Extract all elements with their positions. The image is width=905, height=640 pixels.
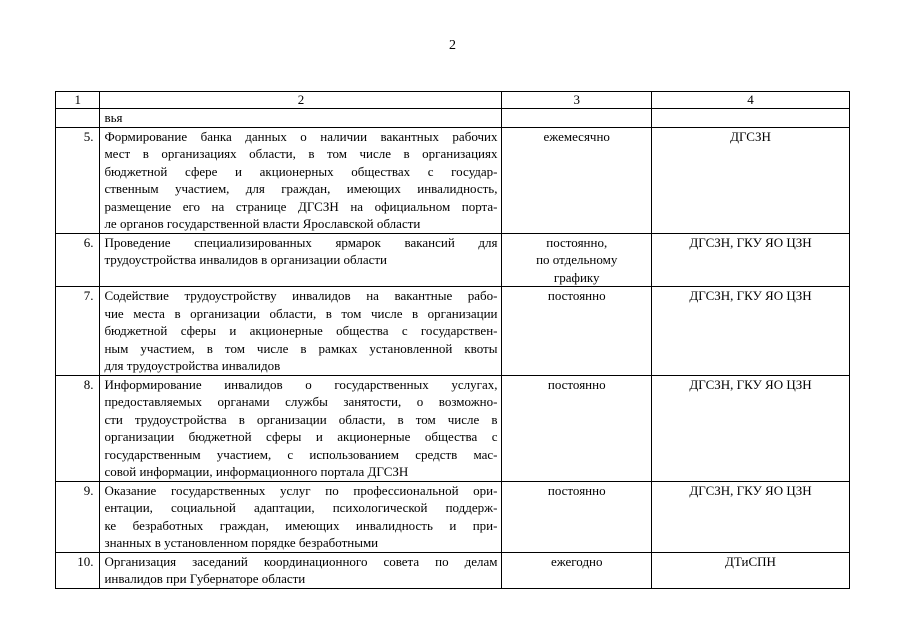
description-line: организации бюджетной сферы и акционерные общества с: [104, 429, 498, 444]
table-row: [56, 552, 850, 588]
description-line: трудоустройства инвалидов в организации области: [104, 252, 388, 267]
description-line: ле органов государственной власти Ярославской области: [104, 216, 421, 231]
measure-description: [100, 552, 502, 588]
period-line: постоянно: [547, 376, 606, 392]
description-line: сти трудоустройства в организации области, в том числе в: [104, 411, 498, 427]
execution-period: [502, 552, 652, 588]
measure-description: [100, 375, 502, 481]
description-line: ным участием, в том числе в рамках установленной квоты: [104, 340, 498, 356]
row-number: 10.: [56, 552, 100, 588]
description-line: Формирование банка данных о наличии вакантных рабочих: [104, 128, 498, 144]
description-line: Информирование инвалидов о государственных услугах,: [104, 376, 498, 392]
period-line: постоянно: [547, 288, 606, 303]
period-line: графику: [553, 269, 600, 285]
measure-description: [100, 481, 502, 552]
period-line: ежегодно: [550, 553, 603, 569]
continuation-num: [56, 109, 100, 128]
measure-description: [100, 287, 502, 376]
description-line: для трудоустройства инвалидов: [104, 358, 281, 373]
period-line: ежемесячно: [543, 128, 610, 144]
responsible-executor: ДГСЗН, ГКУ ЯО ЦЗН: [651, 287, 849, 376]
execution-period: [502, 233, 652, 287]
row-number: 7.: [56, 287, 100, 376]
responsible-executor: ДГСЗН, ГКУ ЯО ЦЗН: [651, 481, 849, 552]
table-row: [56, 375, 850, 481]
description-line: чие места в организации области, в том числе в организации: [104, 305, 498, 321]
row-number: 8.: [56, 375, 100, 481]
description-line: Оказание государственных услуг по профессиональной ори-: [104, 482, 498, 498]
responsible-executor: ДГСЗН, ГКУ ЯО ЦЗН: [651, 375, 849, 481]
table-body: [56, 127, 850, 588]
period-line: по отдельному: [536, 252, 618, 267]
description-line: Организация заседаний координационного совета по делам: [104, 553, 498, 569]
header-col-2: 2: [100, 92, 502, 109]
description-line: бюджетной сферы и акционерные общества с государствен-: [104, 323, 498, 338]
continuation-text: вья: [100, 109, 502, 128]
table-row: [56, 481, 850, 552]
execution-period: [502, 481, 652, 552]
table-row: [56, 287, 850, 376]
execution-period: [502, 287, 652, 376]
header-col-1: 1: [56, 92, 100, 109]
responsible-executor: ДТиСПН: [651, 552, 849, 588]
description-line: Проведение специализированных ярмарок вакансий для: [104, 234, 498, 250]
measures-table: [55, 91, 850, 589]
description-line: ственным участием, для граждан, имеющих инвалидность,: [104, 181, 498, 196]
table-row: [56, 233, 850, 287]
description-line: предоставляемых органами службы занятости, о возможно-: [104, 394, 498, 409]
header-col-4: 4: [651, 92, 849, 109]
row-number: 9.: [56, 481, 100, 552]
description-line: бюджетной сфере и акционерных обществах с государ-: [104, 163, 498, 179]
execution-period: [502, 127, 652, 233]
description-line: размещение его на странице ДГСЗН на официальном порта-: [104, 198, 498, 214]
description-line: ке безработных граждан, имеющих инвалидность и при-: [104, 517, 498, 533]
period-line: постоянно: [547, 482, 606, 498]
row-number: 6.: [56, 233, 100, 287]
row-number: 5.: [56, 127, 100, 233]
page-number: 2: [449, 38, 456, 53]
description-line: знанных в установленном порядке безработными: [104, 535, 379, 550]
table-row: [56, 127, 850, 233]
description-line: мест в организациях области, в том числе в организациях: [104, 146, 498, 161]
period-line: постоянно,: [546, 234, 608, 250]
description-line: Содействие трудоустройству инвалидов на вакантные рабо-: [104, 288, 498, 303]
description-line: совой информации, информационного портала ДГСЗН: [104, 464, 409, 479]
responsible-executor: ДГСЗН, ГКУ ЯО ЦЗН: [651, 233, 849, 287]
header-col-3: 3: [502, 92, 652, 109]
continuation-row: [56, 109, 850, 128]
description-line: инвалидов при Губернаторе области: [104, 571, 306, 586]
continuation-period: [502, 109, 652, 128]
measure-description: [100, 127, 502, 233]
responsible-executor: ДГСЗН: [651, 127, 849, 233]
table-header-row: [56, 92, 850, 109]
description-line: государственным участием, с использованием средств мас-: [104, 446, 498, 462]
description-line: ентации, социальной адаптации, психологической поддерж-: [104, 500, 498, 515]
measure-description: [100, 233, 502, 287]
continuation-executor: [651, 109, 849, 128]
execution-period: [502, 375, 652, 481]
